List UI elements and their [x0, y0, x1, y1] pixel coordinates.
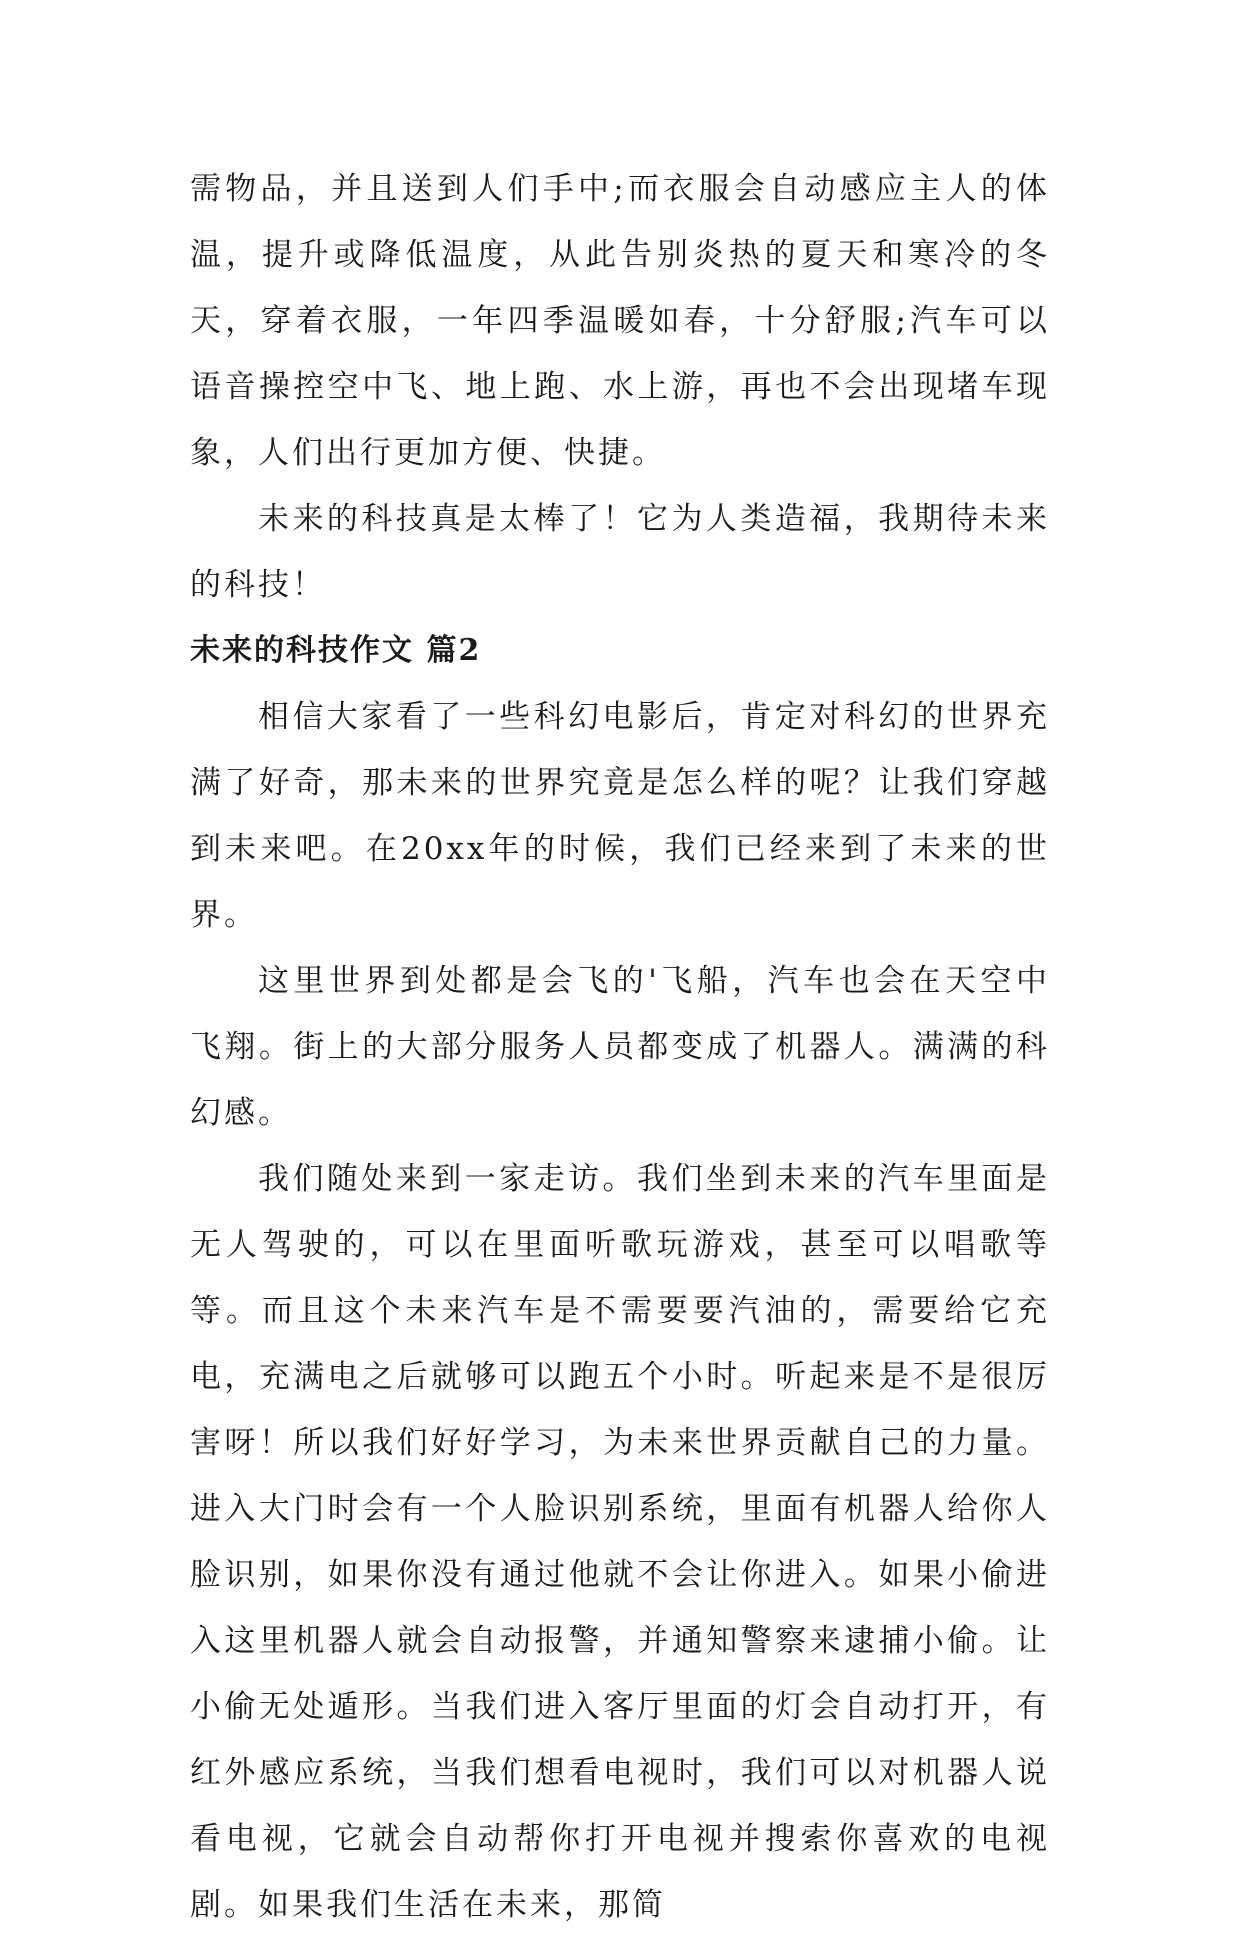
section-heading: 未来的科技作文 篇2	[190, 633, 482, 668]
paragraph-conclusion: 未来的科技真是太棒了！它为人类造福，我期待未来的科技！	[190, 501, 1050, 603]
paragraph-continued: 需物品，并且送到人们手中;而衣服会自动感应主人的体温，提升或降低温度，从此告别炎热的夏天和寒冷的冬天，穿着衣服，一年四季温暖如春，十分舒服;汽车可以语音操控空中飞、地上跑、水上游，再也不会出现堵车现象，人们出行更加方便、快捷。	[190, 171, 1050, 471]
paragraph-world: 这里世界到处都是会飞的'飞船，汽车也会在天空中飞翔。街上的大部分服务人员都变成了机器人。满满的科幻感。	[190, 963, 1050, 1131]
document-body	[190, 156, 1050, 1938]
paragraph-intro: 相信大家看了一些科幻电影后，肯定对科幻的世界充满了好奇，那未来的世界究竟是怎么样的呢？让我们穿越到未来吧。在20xx年的时候，我们已经来到了未来的世界。	[190, 699, 1050, 933]
paragraph-visit: 我们随处来到一家走访。我们坐到未来的汽车里面是无人驾驶的，可以在里面听歌玩游戏，甚至可以唱歌等等。而且这个未来汽车是不需要要汽油的，需要给它充电，充满电之后就够可以跑五个小时。听起来是不是很厉害呀！所以我们好好学习，为未来世界贡献自己的力量。进入大门时会有一个人脸识别系统，里面有机器人给你人脸识别，如果你没有通过他就不会让你进入。如果小偷进入这里机器人就会自动报警，并通知警察来逮捕小偷。让小偷无处遁形。当我们进入客厅里面的灯会自动打开，有红外感应系统，当我们想看电视时，我们可以对机器人说看电视，它就会自动帮你打开电视并搜索你喜欢的电视剧。如果我们生活在未来，那简	[190, 1161, 1050, 1923]
